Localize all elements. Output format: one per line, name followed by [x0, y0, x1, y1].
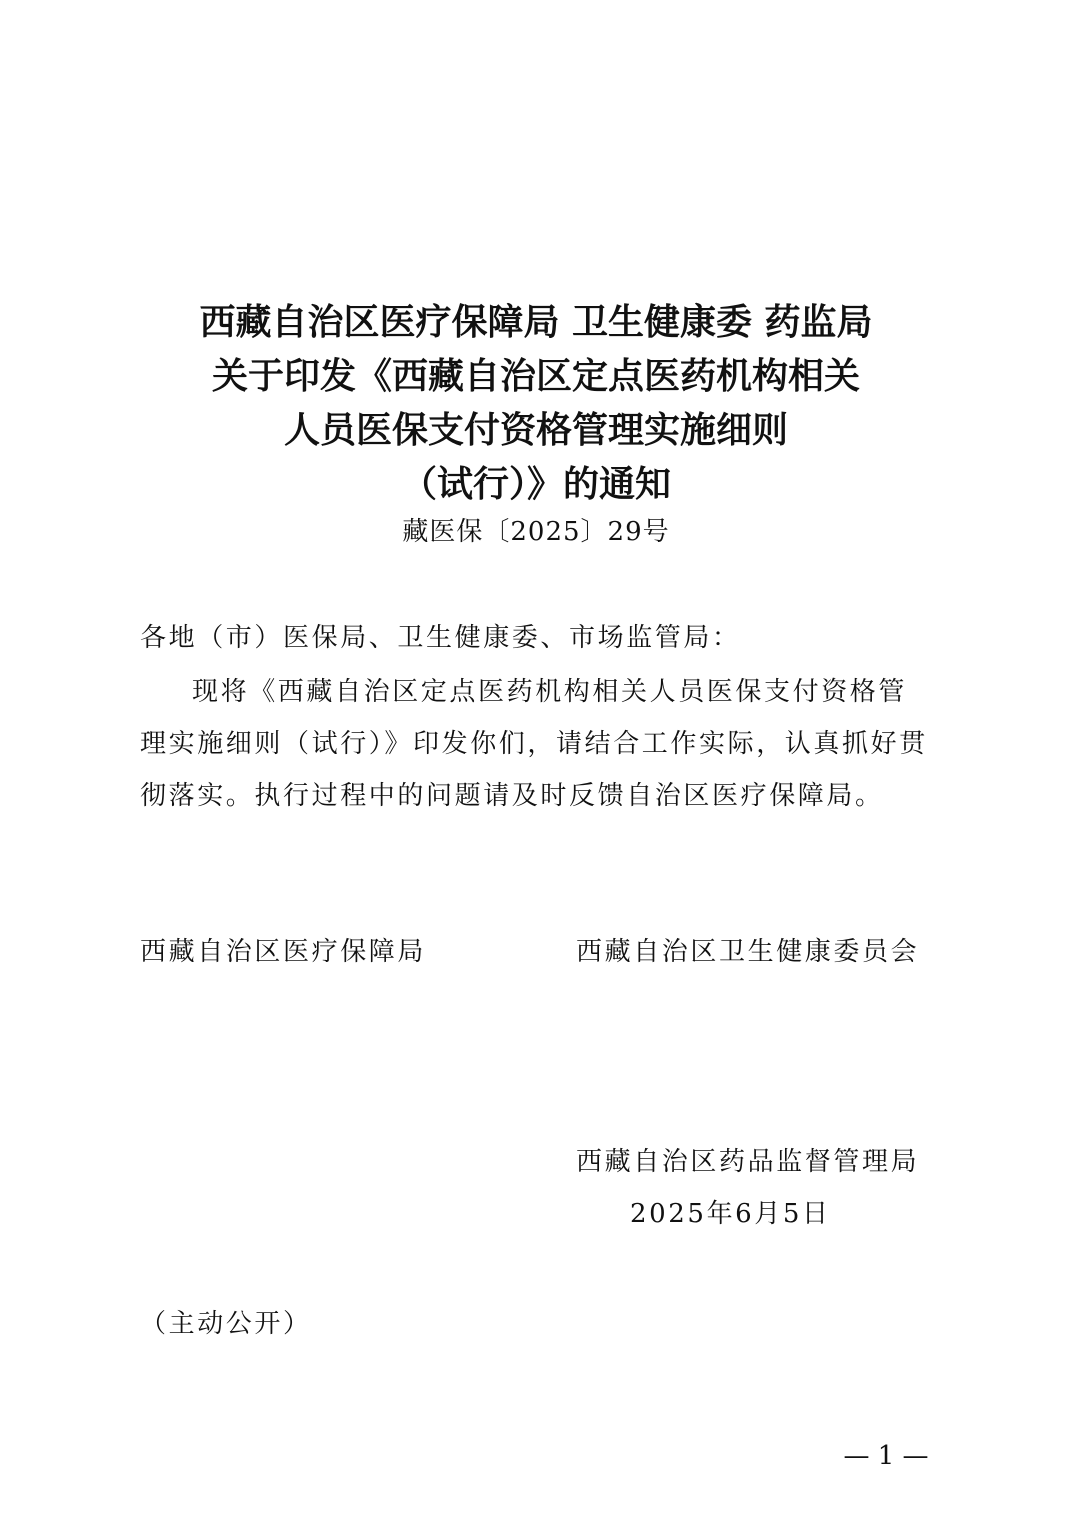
document-title-line-3: 人员医保支付资格管理实施细则	[283, 409, 788, 451]
body-paragraph-line-1: 现将《西藏自治区定点医药机构相关人员医保支付资格管	[192, 677, 908, 707]
document-title-line-2: 关于印发《西藏自治区定点医药机构相关	[211, 355, 860, 397]
body-paragraph-line-3: 彻落实。执行过程中的问题请及时反馈自治区医疗保障局。	[140, 781, 884, 811]
page-number: — 1 —	[843, 1441, 929, 1471]
issuer-health-commission: 西藏自治区卫生健康委员会	[576, 937, 920, 967]
document-number: 藏医保〔2025〕29号	[402, 517, 670, 547]
issue-date: 2025年6月5日	[630, 1199, 831, 1229]
document-title-line-4: （试行）》的通知	[400, 463, 671, 505]
issuer-drug-administration: 西藏自治区药品监督管理局	[576, 1147, 920, 1177]
disclosure-status: （主动公开）	[140, 1309, 312, 1339]
body-paragraph-line-2: 理实施细则（试行）》印发你们，请结合工作实际，认真抓好贯	[140, 729, 928, 759]
issuer-healthcare-security-bureau: 西藏自治区医疗保障局	[140, 937, 427, 967]
salutation: 各地（市）医保局、卫生健康委、市场监管局：	[140, 623, 741, 653]
document-title-line-1: 西藏自治区医疗保障局 卫生健康委 药监局	[199, 301, 873, 343]
